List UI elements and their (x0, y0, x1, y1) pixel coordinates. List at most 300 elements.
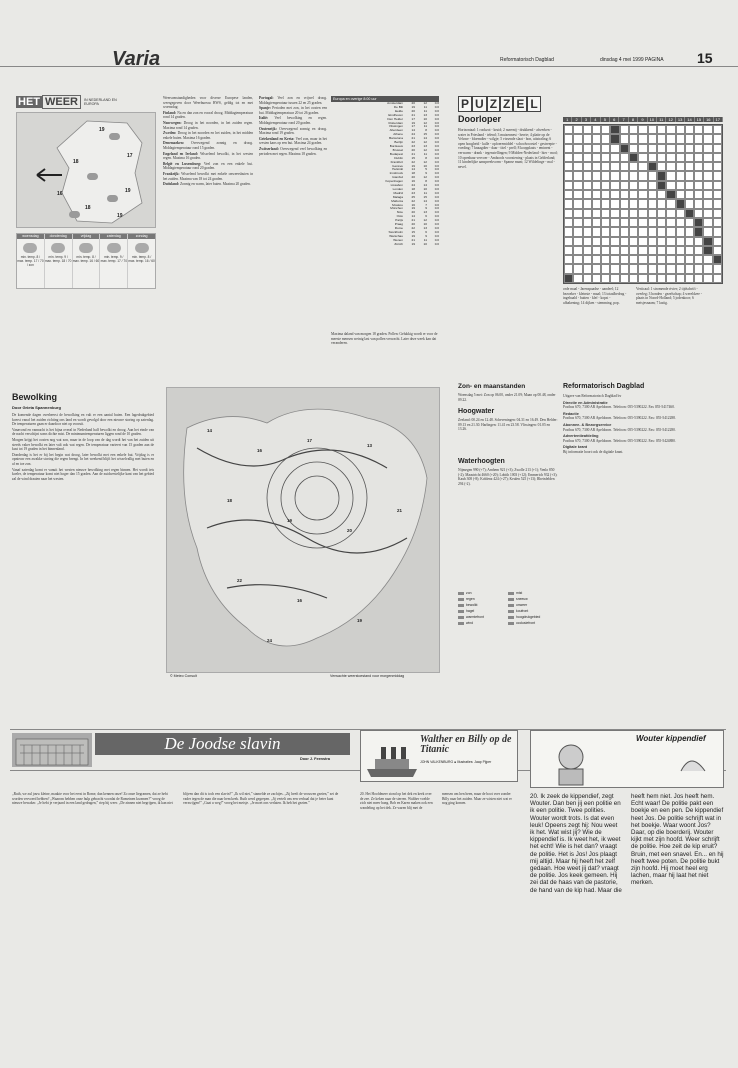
grid-cell[interactable] (713, 264, 722, 273)
grid-cell[interactable] (592, 218, 601, 227)
grid-cell[interactable] (620, 227, 629, 236)
grid-cell[interactable] (583, 264, 592, 273)
table-cell-city: Lissabon (390, 183, 403, 188)
grid-cell[interactable] (685, 264, 694, 273)
grid-cell[interactable] (601, 181, 610, 190)
grid-cell[interactable] (694, 237, 703, 246)
grid-cell[interactable] (676, 144, 685, 153)
grid-cell[interactable] (694, 162, 703, 171)
grid-cell[interactable] (573, 144, 582, 153)
grid-cell[interactable] (694, 144, 703, 153)
grid-cell[interactable] (583, 125, 592, 134)
grid-cell[interactable] (676, 237, 685, 246)
puzzel-clues: Horizontaal: 1 rookzoi - kruid; 2 razernij - drukkend - afwerken - water in Friesland - telend; 3 muizennest - herrie; 4 platte op de Veluwe - bloemdier - wilgje; 5 vissende slaat - bon, uitstraling; 6 open hoogheid - kalle - opfoeremiddel - schoolvoorstel - gestreepte - voeding; 7 knaagdier - daar - titel - prell; 8 koopplaats - eminent - verwarm - drank - tegenstellingen; 9 Midden-Nederland - hier - mod; 10 openbaar vervoer - Amboods voorziening - plaats in Gelderland; 11 kinderlijke aanspreekvorm - Spanse munt; 12 Wildelinge - mal - nevel. (458, 128, 558, 169)
grid-cell[interactable] (573, 237, 582, 246)
grid-cell[interactable] (703, 255, 712, 264)
grid-cell[interactable] (620, 153, 629, 162)
grid-cell[interactable] (648, 144, 657, 153)
grid-cell[interactable] (638, 274, 647, 283)
colophon-text: Postbus 670, 7300 AR Apeldoorn. Telefoon: 055-5390222. Fax: 055-5424880. (563, 438, 676, 443)
grid-cell[interactable] (703, 171, 712, 180)
grid-cell[interactable] (703, 199, 712, 208)
grid-column-number: 4 (591, 117, 600, 122)
grid-cell[interactable] (592, 209, 601, 218)
grid-cell[interactable] (694, 153, 703, 162)
grid-cell[interactable] (583, 153, 592, 162)
grid-cell[interactable] (638, 162, 647, 171)
country-text: Perioden met zon, in het oosten een bui. Middagtemperatuur 20 tot 26 graden. (259, 106, 327, 115)
grid-cell[interactable] (676, 134, 685, 143)
grid-cell[interactable] (657, 134, 666, 143)
grid-cell[interactable] (601, 227, 610, 236)
grid-cell[interactable] (666, 264, 675, 273)
grid-cell[interactable] (676, 209, 685, 218)
grid-cell[interactable] (573, 209, 582, 218)
puzzel-logo (458, 96, 541, 112)
grid-cell[interactable] (694, 255, 703, 264)
grid-cell[interactable] (564, 162, 573, 171)
grid-cell[interactable] (713, 209, 722, 218)
grid-cell[interactable] (601, 237, 610, 246)
grid-cell[interactable] (583, 171, 592, 180)
grid-cell[interactable] (685, 181, 694, 190)
grid-cell[interactable] (629, 227, 638, 236)
grid-cell[interactable] (601, 246, 610, 255)
grid-cell[interactable] (620, 190, 629, 199)
grid-cell[interactable] (666, 218, 675, 227)
grid-cell[interactable] (638, 218, 647, 227)
grid-cell[interactable] (657, 274, 666, 283)
grid-cell[interactable] (638, 134, 647, 143)
grid-cell[interactable] (629, 190, 638, 199)
map-temp: 18 (73, 159, 79, 165)
grid-cell[interactable] (573, 274, 582, 283)
grid-cell[interactable] (573, 171, 582, 180)
grid-cell[interactable] (713, 246, 722, 255)
grid-cell[interactable] (694, 264, 703, 273)
table-cell-value: 5 (425, 167, 427, 172)
grid-cell[interactable] (610, 246, 619, 255)
grid-cell[interactable] (583, 237, 592, 246)
grid-cell[interactable] (703, 190, 712, 199)
grid-cell[interactable] (648, 171, 657, 180)
weather-logo-sub: IN NEDERLAND EN EUROPA (84, 98, 117, 106)
grid-cell[interactable] (583, 181, 592, 190)
grid-cell[interactable] (620, 171, 629, 180)
grid-cell[interactable] (713, 218, 722, 227)
grid-cell[interactable] (610, 237, 619, 246)
grid-cell[interactable] (573, 181, 582, 190)
grid-cell[interactable] (629, 144, 638, 153)
grid-cell[interactable] (629, 264, 638, 273)
grid-cell[interactable] (666, 246, 675, 255)
grid-cell[interactable] (703, 134, 712, 143)
grid-cell[interactable] (694, 190, 703, 199)
grid-cell[interactable] (713, 153, 722, 162)
grid-cell[interactable] (685, 190, 694, 199)
grid-cell[interactable] (629, 209, 638, 218)
grid-cell[interactable] (583, 144, 592, 153)
grid-cell[interactable] (694, 125, 703, 134)
grid-cell[interactable] (676, 246, 685, 255)
grid-cell[interactable] (638, 255, 647, 264)
grid-cell[interactable] (638, 125, 647, 134)
grid-cell[interactable] (638, 237, 647, 246)
map-temp: 19 (287, 518, 292, 523)
grid-cell[interactable] (676, 190, 685, 199)
map-temp: 18 (85, 205, 91, 211)
grid-cell[interactable] (648, 255, 657, 264)
grid-cell[interactable] (573, 134, 582, 143)
grid-cell[interactable] (638, 199, 647, 208)
table-cell-value: 19 (411, 206, 415, 211)
grid-cell[interactable] (601, 218, 610, 227)
grid-cell[interactable] (573, 255, 582, 264)
grid-cell[interactable] (583, 134, 592, 143)
grid-cell[interactable] (601, 171, 610, 180)
grid-cell[interactable] (685, 125, 694, 134)
grid-cell[interactable] (573, 264, 582, 273)
grid-cell[interactable] (583, 190, 592, 199)
grid-cell[interactable] (564, 134, 573, 143)
legend-label: occlusiefront (516, 621, 536, 625)
grid-cell[interactable] (629, 181, 638, 190)
grid-cell[interactable] (601, 153, 610, 162)
grid-cell[interactable] (638, 227, 647, 236)
grid-cell[interactable] (648, 134, 657, 143)
grid-cell[interactable] (601, 134, 610, 143)
grid-cell[interactable] (685, 274, 694, 283)
grid-cell[interactable] (583, 255, 592, 264)
grid-cell[interactable] (592, 246, 601, 255)
grid-cell[interactable] (703, 209, 712, 218)
table-cell-city: Madrid (393, 190, 403, 195)
grid-cell[interactable] (648, 190, 657, 199)
grid-cell[interactable] (638, 209, 647, 218)
grid-cell[interactable] (601, 125, 610, 134)
grid-cell[interactable] (685, 162, 694, 171)
grid-cell[interactable] (601, 274, 610, 283)
grid-cell-blocked (657, 171, 666, 180)
grid-cell[interactable] (703, 227, 712, 236)
grid-cell[interactable] (657, 153, 666, 162)
grid-cell[interactable] (564, 264, 573, 273)
grid-cell[interactable] (592, 190, 601, 199)
grid-cell[interactable] (648, 153, 657, 162)
grid-cell[interactable] (676, 255, 685, 264)
grid-cell[interactable] (610, 181, 619, 190)
grid-cell[interactable] (583, 218, 592, 227)
grid-cell[interactable] (610, 144, 619, 153)
grid-cell[interactable] (713, 199, 722, 208)
grid-cell[interactable] (685, 171, 694, 180)
grid-cell[interactable] (629, 171, 638, 180)
grid-cell[interactable] (666, 209, 675, 218)
grid-cell[interactable] (657, 190, 666, 199)
grid-cell[interactable] (601, 162, 610, 171)
grid-cell[interactable] (685, 199, 694, 208)
table-cell-value: 21 (411, 218, 415, 223)
grid-cell[interactable] (666, 134, 675, 143)
grid-cell[interactable] (713, 237, 722, 246)
grid-cell[interactable] (610, 218, 619, 227)
grid-cell[interactable] (666, 171, 675, 180)
grid-cell[interactable] (666, 144, 675, 153)
grid-cell[interactable] (620, 246, 629, 255)
grid-cell[interactable] (713, 227, 722, 236)
grid-cell[interactable] (685, 237, 694, 246)
grid-cell[interactable] (601, 144, 610, 153)
grid-cell[interactable] (648, 199, 657, 208)
grid-cell[interactable] (703, 181, 712, 190)
grid-cell[interactable] (685, 144, 694, 153)
grid-cell[interactable] (629, 199, 638, 208)
grid-cell[interactable] (648, 274, 657, 283)
grid-cell[interactable] (703, 153, 712, 162)
crossword-grid[interactable] (563, 124, 723, 284)
grid-cell[interactable] (629, 237, 638, 246)
grid-cell[interactable] (610, 199, 619, 208)
grid-cell[interactable] (676, 125, 685, 134)
grid-cell[interactable] (620, 181, 629, 190)
table-cell-city: Moskou (392, 202, 403, 207)
grid-cell[interactable] (713, 274, 722, 283)
grid-cell[interactable] (657, 255, 666, 264)
grid-cell[interactable] (610, 209, 619, 218)
grid-cell[interactable] (620, 237, 629, 246)
grid-cell[interactable] (620, 274, 629, 283)
grid-cell[interactable] (638, 181, 647, 190)
grid-cell[interactable] (666, 255, 675, 264)
grid-cell[interactable] (666, 199, 675, 208)
table-cell-value: 13 (423, 226, 427, 230)
grid-cell[interactable] (703, 264, 712, 273)
grid-cell[interactable] (564, 227, 573, 236)
grid-cell[interactable] (657, 218, 666, 227)
grid-cell[interactable] (564, 181, 573, 190)
grid-cell[interactable] (583, 162, 592, 171)
grid-cell[interactable] (703, 162, 712, 171)
grid-cell[interactable] (573, 199, 582, 208)
grid-cell[interactable] (657, 209, 666, 218)
grid-cell[interactable] (583, 246, 592, 255)
grid-cell[interactable] (564, 125, 573, 134)
grid-cell[interactable] (657, 125, 666, 134)
grid-cell[interactable] (676, 181, 685, 190)
cloud-icon (109, 133, 120, 140)
grid-cell[interactable] (564, 153, 573, 162)
grid-cell[interactable] (648, 218, 657, 227)
grid-cell[interactable] (592, 274, 601, 283)
country-item (163, 162, 253, 171)
grid-cell[interactable] (573, 153, 582, 162)
grid-cell[interactable] (610, 274, 619, 283)
grid-cell[interactable] (610, 190, 619, 199)
grid-cell[interactable] (638, 144, 647, 153)
grid-cell[interactable] (573, 162, 582, 171)
country-text: Veel zon en vrijwel droog. Middagtemperatuur tussen 22 en 25 graden. (259, 96, 327, 105)
grid-cell[interactable] (657, 237, 666, 246)
grid-cell[interactable] (573, 246, 582, 255)
grid-cell[interactable] (685, 153, 694, 162)
grid-cell[interactable] (666, 274, 675, 283)
grid-cell[interactable] (610, 227, 619, 236)
grid-cell[interactable] (694, 274, 703, 283)
grid-cell[interactable] (573, 227, 582, 236)
grid-cell[interactable] (564, 218, 573, 227)
grid-cell[interactable] (713, 171, 722, 180)
grid-cell[interactable] (676, 153, 685, 162)
grid-cell[interactable] (620, 218, 629, 227)
grid-cell[interactable] (629, 274, 638, 283)
grid-cell[interactable] (676, 274, 685, 283)
grid-cell[interactable] (620, 255, 629, 264)
grid-cell[interactable] (629, 246, 638, 255)
grid-cell[interactable] (703, 144, 712, 153)
grid-cell[interactable] (638, 264, 647, 273)
grid-cell[interactable] (713, 144, 722, 153)
grid-cell[interactable] (610, 162, 619, 171)
grid-cell[interactable] (601, 255, 610, 264)
grid-cell[interactable] (564, 255, 573, 264)
grid-cell[interactable] (592, 237, 601, 246)
grid-cell[interactable] (694, 181, 703, 190)
grid-cell[interactable] (676, 264, 685, 273)
grid-cell[interactable] (592, 199, 601, 208)
grid-cell[interactable] (564, 237, 573, 246)
grid-cell[interactable] (620, 134, 629, 143)
grid-cell[interactable] (564, 199, 573, 208)
grid-cell[interactable] (648, 227, 657, 236)
grid-cell[interactable] (666, 237, 675, 246)
grid-cell[interactable] (657, 144, 666, 153)
grid-cell[interactable] (583, 227, 592, 236)
grid-cell[interactable] (629, 162, 638, 171)
grid-cell[interactable] (592, 181, 601, 190)
grid-cell[interactable] (657, 227, 666, 236)
grid-cell[interactable] (592, 153, 601, 162)
grid-cell[interactable] (685, 134, 694, 143)
grid-cell[interactable] (583, 199, 592, 208)
grid-cell[interactable] (676, 171, 685, 180)
grid-cell[interactable] (648, 237, 657, 246)
grid-cell[interactable] (592, 162, 601, 171)
grid-cell[interactable] (713, 125, 722, 134)
grid-cell[interactable] (666, 125, 675, 134)
grid-column-number: 17 (714, 117, 723, 122)
grid-cell[interactable] (694, 171, 703, 180)
grid-cell[interactable] (573, 190, 582, 199)
grid-cell[interactable] (601, 199, 610, 208)
grid-cell[interactable] (620, 125, 629, 134)
grid-cell[interactable] (666, 162, 675, 171)
grid-cell[interactable] (648, 181, 657, 190)
grid-cell[interactable] (648, 264, 657, 273)
grid-cell[interactable] (592, 144, 601, 153)
grid-cell[interactable] (657, 246, 666, 255)
grid-cell[interactable] (685, 227, 694, 236)
grid-cell[interactable] (620, 209, 629, 218)
grid-cell[interactable] (638, 171, 647, 180)
grid-cell[interactable] (573, 218, 582, 227)
grid-cell[interactable] (713, 162, 722, 171)
grid-cell[interactable] (657, 162, 666, 171)
grid-cell[interactable] (592, 134, 601, 143)
grid-cell[interactable] (694, 199, 703, 208)
grid-cell[interactable] (676, 227, 685, 236)
grid-cell[interactable] (703, 218, 712, 227)
grid-cell[interactable] (620, 264, 629, 273)
grid-cell-blocked (694, 218, 703, 227)
grid-cell[interactable] (620, 199, 629, 208)
weather-logo (16, 96, 124, 108)
grid-cell[interactable] (685, 246, 694, 255)
grid-cell[interactable] (610, 171, 619, 180)
colosseum-drawing (12, 733, 92, 767)
grid-cell[interactable] (657, 199, 666, 208)
grid-cell[interactable] (592, 125, 601, 134)
grid-cell[interactable] (703, 274, 712, 283)
grid-cell[interactable] (592, 255, 601, 264)
grid-cell[interactable] (564, 144, 573, 153)
grid-cell[interactable] (592, 227, 601, 236)
grid-cell[interactable] (610, 153, 619, 162)
grid-cell[interactable] (610, 255, 619, 264)
grid-cell[interactable] (666, 153, 675, 162)
grid-cell[interactable] (685, 255, 694, 264)
grid-cell[interactable] (564, 246, 573, 255)
grid-cell[interactable] (713, 190, 722, 199)
grid-cell[interactable] (629, 125, 638, 134)
grid-cell[interactable] (629, 255, 638, 264)
grid-cell[interactable] (638, 246, 647, 255)
grid-cell[interactable] (601, 190, 610, 199)
grid-cell[interactable] (610, 264, 619, 273)
grid-cell[interactable] (564, 209, 573, 218)
grid-cell[interactable] (583, 209, 592, 218)
grid-cell[interactable] (592, 264, 601, 273)
grid-cell[interactable] (657, 264, 666, 273)
grid-cell[interactable] (648, 125, 657, 134)
grid-cell[interactable] (573, 125, 582, 134)
grid-cell[interactable] (676, 162, 685, 171)
grid-cell[interactable] (676, 218, 685, 227)
grid-cell[interactable] (666, 227, 675, 236)
grid-cell[interactable] (620, 162, 629, 171)
grid-cell[interactable] (583, 274, 592, 283)
grid-cell[interactable] (629, 218, 638, 227)
grid-cell[interactable] (648, 246, 657, 255)
grid-cell[interactable] (638, 153, 647, 162)
grid-cell[interactable] (638, 190, 647, 199)
grid-cell[interactable] (694, 209, 703, 218)
grid-cell[interactable] (629, 134, 638, 143)
grid-cell[interactable] (713, 134, 722, 143)
grid-cell[interactable] (601, 209, 610, 218)
grid-cell[interactable] (694, 246, 703, 255)
grid-cell[interactable] (694, 134, 703, 143)
grid-cell[interactable] (713, 181, 722, 190)
puzzel-letter: Z (487, 96, 500, 112)
grid-cell[interactable] (601, 264, 610, 273)
grid-cell[interactable] (666, 181, 675, 190)
grid-cell[interactable] (648, 209, 657, 218)
grid-cell[interactable] (703, 125, 712, 134)
grid-cell[interactable] (564, 190, 573, 199)
grid-cell[interactable] (592, 171, 601, 180)
grid-cell[interactable] (685, 218, 694, 227)
grid-cell[interactable] (564, 171, 573, 180)
